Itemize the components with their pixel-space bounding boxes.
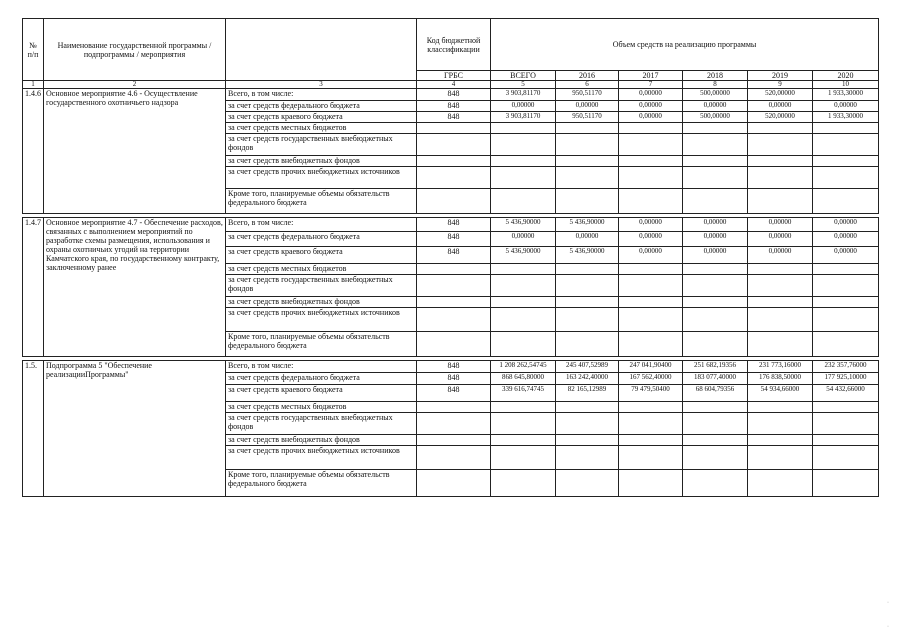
value-year: 500,00000 [683,89,748,101]
header-year-2017: 2017 [619,71,683,81]
value-year [556,134,619,156]
funding-source-label: за счет средств внебюджетных фондов [226,156,417,167]
header-year-2016: 2016 [556,71,619,81]
value-year [748,470,813,497]
value-year [683,308,748,332]
funding-source-label: за счет средств местных бюджетов [226,264,417,275]
value-year [619,413,683,435]
header-grbs: ГРБС [417,71,491,81]
value-year [619,435,683,446]
funding-source-label: за счет средств краевого бюджета [226,247,417,264]
value-year: 0,00000 [683,101,748,112]
grbs-code: 848 [417,89,491,101]
value-year: 0,00000 [619,101,683,112]
value-year [813,402,879,413]
column-number: 7 [619,81,683,89]
value-year [683,156,748,167]
value-total [491,275,556,297]
header-year-2020: 2020 [813,71,879,81]
column-number: 3 [226,81,417,89]
funding-source-label: Всего, в том числе: [226,361,417,373]
grbs-code: 848 [417,373,491,385]
value-year [813,123,879,134]
value-year [748,275,813,297]
value-year [813,332,879,357]
value-year: 183 077,40000 [683,373,748,385]
table-row [23,361,879,373]
value-year [748,435,813,446]
value-year: 232 357,76000 [813,361,879,373]
value-year: 163 242,40000 [556,373,619,385]
value-year: 231 773,16000 [748,361,813,373]
grbs-code [417,308,491,332]
value-year: 0,00000 [813,101,879,112]
value-year [619,156,683,167]
value-year: 68 604,79356 [683,385,748,402]
value-total [491,134,556,156]
funding-source-label: за счет средств государственных внебюджетных фондов [226,134,417,156]
value-total [491,402,556,413]
value-year: 0,00000 [813,247,879,264]
value-total: 5 436,90000 [491,247,556,264]
grbs-code: 848 [417,385,491,402]
value-year: 247 041,90400 [619,361,683,373]
funding-source-label: за счет средств краевого бюджета [226,112,417,123]
value-year [748,413,813,435]
value-year [683,435,748,446]
funding-source-label: за счет средств прочих внебюджетных источников [226,308,417,332]
table-row [23,89,879,101]
grbs-code: 848 [417,247,491,264]
value-total [491,413,556,435]
scan-mark: · [887,624,889,630]
grbs-code [417,332,491,357]
value-year [619,297,683,308]
value-year [683,402,748,413]
grbs-code [417,470,491,497]
funding-source-label: за счет средств местных бюджетов [226,123,417,134]
value-year [619,264,683,275]
value-year [556,470,619,497]
value-total [491,264,556,275]
value-total [491,297,556,308]
value-year: 950,51170 [556,112,619,123]
value-total: 3 903,81170 [491,89,556,101]
grbs-code: 848 [417,361,491,373]
grbs-code: 848 [417,112,491,123]
value-year: 167 562,40000 [619,373,683,385]
value-year [813,435,879,446]
value-year [748,297,813,308]
value-year [619,332,683,357]
value-year [556,156,619,167]
value-year [813,297,879,308]
column-number: 5 [491,81,556,89]
section-number: 1.4.6 [23,89,44,214]
header-year-2019: 2019 [748,71,813,81]
value-year [556,189,619,214]
value-year [683,134,748,156]
value-year [683,264,748,275]
value-year: 1 933,30000 [813,89,879,101]
value-year [748,156,813,167]
value-year: 54 432,66000 [813,385,879,402]
value-year [619,275,683,297]
value-total: 339 616,74745 [491,385,556,402]
value-year: 177 925,10000 [813,373,879,385]
funding-source-label: Всего, в том числе: [226,89,417,101]
column-number: 8 [683,81,748,89]
value-year [748,167,813,189]
value-year: 176 838,50000 [748,373,813,385]
column-number: 6 [556,81,619,89]
section-number: 1.5. [23,361,44,497]
scan-mark: · [887,600,889,606]
value-year: 251 682,19356 [683,361,748,373]
grbs-code [417,189,491,214]
column-number: 2 [44,81,226,89]
table-row [23,218,879,232]
value-year: 0,00000 [813,218,879,232]
value-year: 0,00000 [619,218,683,232]
funding-source-label: Кроме того, планируемые объемы обязательств федерального бюджета [226,189,417,214]
funding-source-label: за счет средств федерального бюджета [226,373,417,385]
header-name: Наименование государственной программы / подпрограммы / мероприятия [44,19,226,81]
value-year: 0,00000 [683,232,748,247]
value-year [556,167,619,189]
value-year: 0,00000 [748,218,813,232]
value-year [748,189,813,214]
column-number: 10 [813,81,879,89]
value-year: 0,00000 [556,232,619,247]
value-year: 520,00000 [748,112,813,123]
value-year: 0,00000 [619,112,683,123]
funding-source-label: за счет средств федерального бюджета [226,101,417,112]
value-year: 54 934,66000 [748,385,813,402]
value-year [683,167,748,189]
value-total [491,435,556,446]
value-year [748,264,813,275]
funding-source-label: за счет средств государственных внебюджетных фондов [226,413,417,435]
value-year: 5 436,90000 [556,247,619,264]
value-year [619,446,683,470]
value-year: 0,00000 [556,101,619,112]
section-name: Основное мероприятие 4.6 - Осуществление государственного охотничьего надзора [44,89,226,214]
value-year [813,470,879,497]
value-total [491,167,556,189]
value-year [683,332,748,357]
funding-source-label: за счет средств государственных внебюджетных фондов [226,275,417,297]
value-year: 950,51170 [556,89,619,101]
header-num: № п/п [23,19,44,81]
value-year: 82 165,12989 [556,385,619,402]
value-year [813,264,879,275]
grbs-code [417,413,491,435]
value-year: 0,00000 [619,89,683,101]
value-year [556,264,619,275]
value-year [748,308,813,332]
funding-source-label: Кроме того, планируемые объемы обязательств федерального бюджета [226,332,417,357]
funding-source-label: за счет средств краевого бюджета [226,385,417,402]
column-number: 4 [417,81,491,89]
value-total [491,470,556,497]
grbs-code [417,123,491,134]
value-total [491,189,556,214]
value-year [619,470,683,497]
value-year [619,308,683,332]
funding-source-label: Всего, в том числе: [226,218,417,232]
section-name: Основное мероприятие 4.7 - Обеспечение расходов, связанных с выполнением мероприятий по разработке схемы размещения, использования и охраны охотничьих угодий на территории Камчатского края, по государственному контракту, заключенному ранее [44,218,226,357]
grbs-code [417,156,491,167]
grbs-code [417,446,491,470]
value-year: 245 407,52989 [556,361,619,373]
value-total: 868 645,80000 [491,373,556,385]
value-year [556,123,619,134]
value-year [748,123,813,134]
value-total: 1 208 262,54745 [491,361,556,373]
value-total [491,123,556,134]
value-year [556,332,619,357]
value-year: 0,00000 [683,247,748,264]
value-year: 520,00000 [748,89,813,101]
value-year: 0,00000 [813,232,879,247]
budget-table [22,18,879,497]
value-year [619,123,683,134]
value-year: 500,00000 [683,112,748,123]
value-year [619,134,683,156]
header-code: Код бюджетной классификации [417,19,491,71]
value-year: 0,00000 [683,218,748,232]
value-year [748,332,813,357]
grbs-code [417,402,491,413]
value-year [748,402,813,413]
value-total [491,156,556,167]
grbs-code [417,435,491,446]
value-total: 0,00000 [491,232,556,247]
value-year [619,402,683,413]
value-total [491,308,556,332]
value-year [556,413,619,435]
funding-source-label: за счет средств местных бюджетов [226,402,417,413]
value-total: 3 903,81170 [491,112,556,123]
value-year [556,402,619,413]
value-year [813,167,879,189]
value-year: 0,00000 [748,232,813,247]
value-year [813,446,879,470]
value-year: 5 436,90000 [556,218,619,232]
grbs-code: 848 [417,101,491,112]
funding-source-label: за счет средств внебюджетных фондов [226,435,417,446]
header-total: ВСЕГО [491,71,556,81]
value-year: 0,00000 [619,232,683,247]
value-year [813,413,879,435]
section-name: Подпрограмма 5 "Обеспечение реализацииПрограммы" [44,361,226,497]
value-year: 1 933,30000 [813,112,879,123]
value-year [683,446,748,470]
value-year: 0,00000 [748,247,813,264]
value-year [619,167,683,189]
value-year [556,435,619,446]
column-number: 9 [748,81,813,89]
value-total [491,332,556,357]
funding-source-label: за счет средств прочих внебюджетных источников [226,167,417,189]
value-year [556,297,619,308]
value-year [683,189,748,214]
grbs-code [417,275,491,297]
value-year [683,470,748,497]
value-year [683,413,748,435]
column-number: 1 [23,81,44,89]
grbs-code [417,167,491,189]
value-year [556,446,619,470]
value-year [748,446,813,470]
funding-source-label: Кроме того, планируемые объемы обязательств федерального бюджета [226,470,417,497]
value-year [683,275,748,297]
value-year [619,189,683,214]
grbs-code: 848 [417,218,491,232]
value-total [491,446,556,470]
value-year: 0,00000 [748,101,813,112]
value-year: 0,00000 [619,247,683,264]
value-year [813,156,879,167]
value-year [683,123,748,134]
funding-source-label: за счет средств прочих внебюджетных источников [226,446,417,470]
value-year: 79 479,50400 [619,385,683,402]
header-year-2018: 2018 [683,71,748,81]
section-number: 1.4.7 [23,218,44,357]
funding-source-label: за счет средств федерального бюджета [226,232,417,247]
value-total: 0,00000 [491,101,556,112]
value-year [556,275,619,297]
budget-table-sheet [22,18,878,497]
header-volume: Объем средств на реализацию программы [491,19,879,71]
value-year [813,189,879,214]
grbs-code [417,297,491,308]
value-year [556,308,619,332]
grbs-code [417,264,491,275]
value-year [683,297,748,308]
funding-source-label: за счет средств внебюджетных фондов [226,297,417,308]
value-total: 5 436,90000 [491,218,556,232]
value-year [813,134,879,156]
value-year [813,308,879,332]
value-year [813,275,879,297]
value-year [748,134,813,156]
grbs-code: 848 [417,232,491,247]
grbs-code [417,134,491,156]
header-blank [226,19,417,81]
